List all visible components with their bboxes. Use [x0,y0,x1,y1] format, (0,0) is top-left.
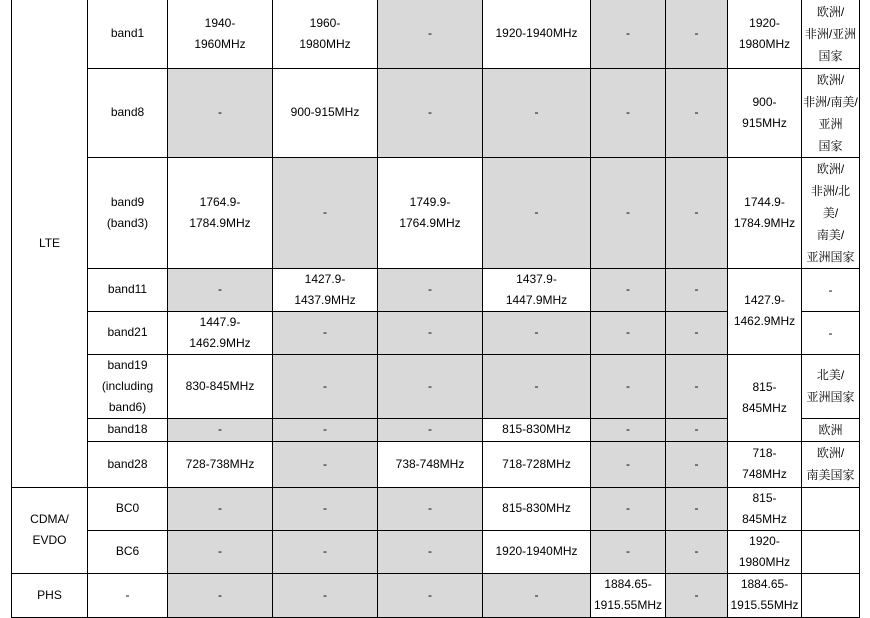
value-cell: - [666,573,728,617]
value-cell: - [591,354,666,418]
value-cell: - [168,68,273,157]
value-cell: - [273,354,378,418]
region-cell [802,487,860,530]
value-cell: - [591,311,666,354]
value-cell: - [591,0,666,68]
value-cell: - [168,268,273,311]
region-cell [802,530,860,573]
value-cell: - [378,68,483,157]
value-cell: 1427.9- 1462.9MHz [728,268,802,354]
region-cell: 欧洲/ 南美国家 [802,441,860,487]
value-cell: - [378,573,483,617]
value-cell: - [666,157,728,268]
value-cell: - [666,311,728,354]
value-cell: 1920- 1980MHz [728,0,802,68]
frequency-band-table [11,0,860,618]
region-cell [802,573,860,617]
value-cell: 1920-1940MHz [483,0,591,68]
value-cell: 815-830MHz [483,418,591,441]
value-cell: - [591,530,666,573]
region-cell: 欧洲 [802,418,860,441]
value-cell: 900-915MHz [273,68,378,157]
value-cell: 738-748MHz [378,441,483,487]
value-cell: 1447.9- 1462.9MHz [168,311,273,354]
value-cell: - [273,157,378,268]
value-cell: - [591,487,666,530]
band-cell: band19 (including band6) [88,354,168,418]
value-cell: 1764.9- 1784.9MHz [168,157,273,268]
value-cell: - [666,0,728,68]
value-cell: - [378,354,483,418]
value-cell: - [273,311,378,354]
value-cell: - [273,487,378,530]
table-row [12,573,860,617]
value-cell: 1940- 1960MHz [168,0,273,68]
value-cell: - [378,487,483,530]
value-cell: 1749.9- 1764.9MHz [378,157,483,268]
value-cell: - [591,418,666,441]
region-cell: 欧洲/ 非洲/亚洲 国家 [802,0,860,68]
band-cell: band1 [88,0,168,68]
band-cell: band28 [88,441,168,487]
value-cell: - [168,530,273,573]
value-cell: - [378,268,483,311]
band-cell: BC0 [88,487,168,530]
value-cell: - [591,268,666,311]
tech-cell-lte: LTE [12,0,88,487]
value-cell: - [378,311,483,354]
value-cell: - [378,418,483,441]
value-cell: - [168,418,273,441]
value-cell: 1884.65- 1915.55MHz [591,573,666,617]
value-cell: - [378,0,483,68]
band-cell: band8 [88,68,168,157]
value-cell: - [483,311,591,354]
value-cell: - [666,68,728,157]
value-cell: - [483,573,591,617]
table-row [12,530,860,573]
value-cell: - [591,157,666,268]
table-row [12,354,860,418]
value-cell: - [168,573,273,617]
band-cell: - [88,573,168,617]
table-row [12,68,860,157]
value-cell: 830-845MHz [168,354,273,418]
table-row [12,0,860,68]
value-cell: - [591,441,666,487]
value-cell: - [273,418,378,441]
value-cell: 1884.65- 1915.55MHz [728,573,802,617]
value-cell: - [591,68,666,157]
value-cell: 718-728MHz [483,441,591,487]
value-cell: - [483,354,591,418]
value-cell: - [273,573,378,617]
band-cell: band21 [88,311,168,354]
table-row [12,157,860,268]
region-cell: - [802,311,860,354]
table-row [12,441,860,487]
tech-cell-phs: PHS [12,573,88,617]
value-cell: - [666,354,728,418]
value-cell: 1960- 1980MHz [273,0,378,68]
region-cell: 北美/ 亚洲国家 [802,354,860,418]
value-cell: 815-830MHz [483,487,591,530]
value-cell: 1920- 1980MHz [728,530,802,573]
value-cell: 1744.9- 1784.9MHz [728,157,802,268]
value-cell: 718- 748MHz [728,441,802,487]
band-cell: BC6 [88,530,168,573]
value-cell: - [168,487,273,530]
region-cell: - [802,268,860,311]
value-cell: - [273,441,378,487]
value-cell: - [666,268,728,311]
band-cell: band9 (band3) [88,157,168,268]
table-row [12,268,860,311]
value-cell: 1920-1940MHz [483,530,591,573]
band-cell: band18 [88,418,168,441]
region-cell: 欧洲/ 非洲/北 美/ 南美/ 亚洲国家 [802,157,860,268]
value-cell: - [666,487,728,530]
value-cell: - [666,418,728,441]
tech-cell-cdma: CDMA/ EVDO [12,487,88,573]
value-cell: - [483,157,591,268]
value-cell: - [666,441,728,487]
value-cell: - [483,68,591,157]
value-cell: - [378,530,483,573]
value-cell: 1437.9- 1447.9MHz [483,268,591,311]
value-cell: 815- 845MHz [728,354,802,441]
value-cell: 1427.9- 1437.9MHz [273,268,378,311]
value-cell: 728-738MHz [168,441,273,487]
region-cell: 欧洲/ 非洲/南美/ 亚洲 国家 [802,68,860,157]
table-row [12,487,860,530]
value-cell: 815- 845MHz [728,487,802,530]
band-cell: band11 [88,268,168,311]
value-cell: - [273,530,378,573]
value-cell: 900- 915MHz [728,68,802,157]
value-cell: - [666,530,728,573]
